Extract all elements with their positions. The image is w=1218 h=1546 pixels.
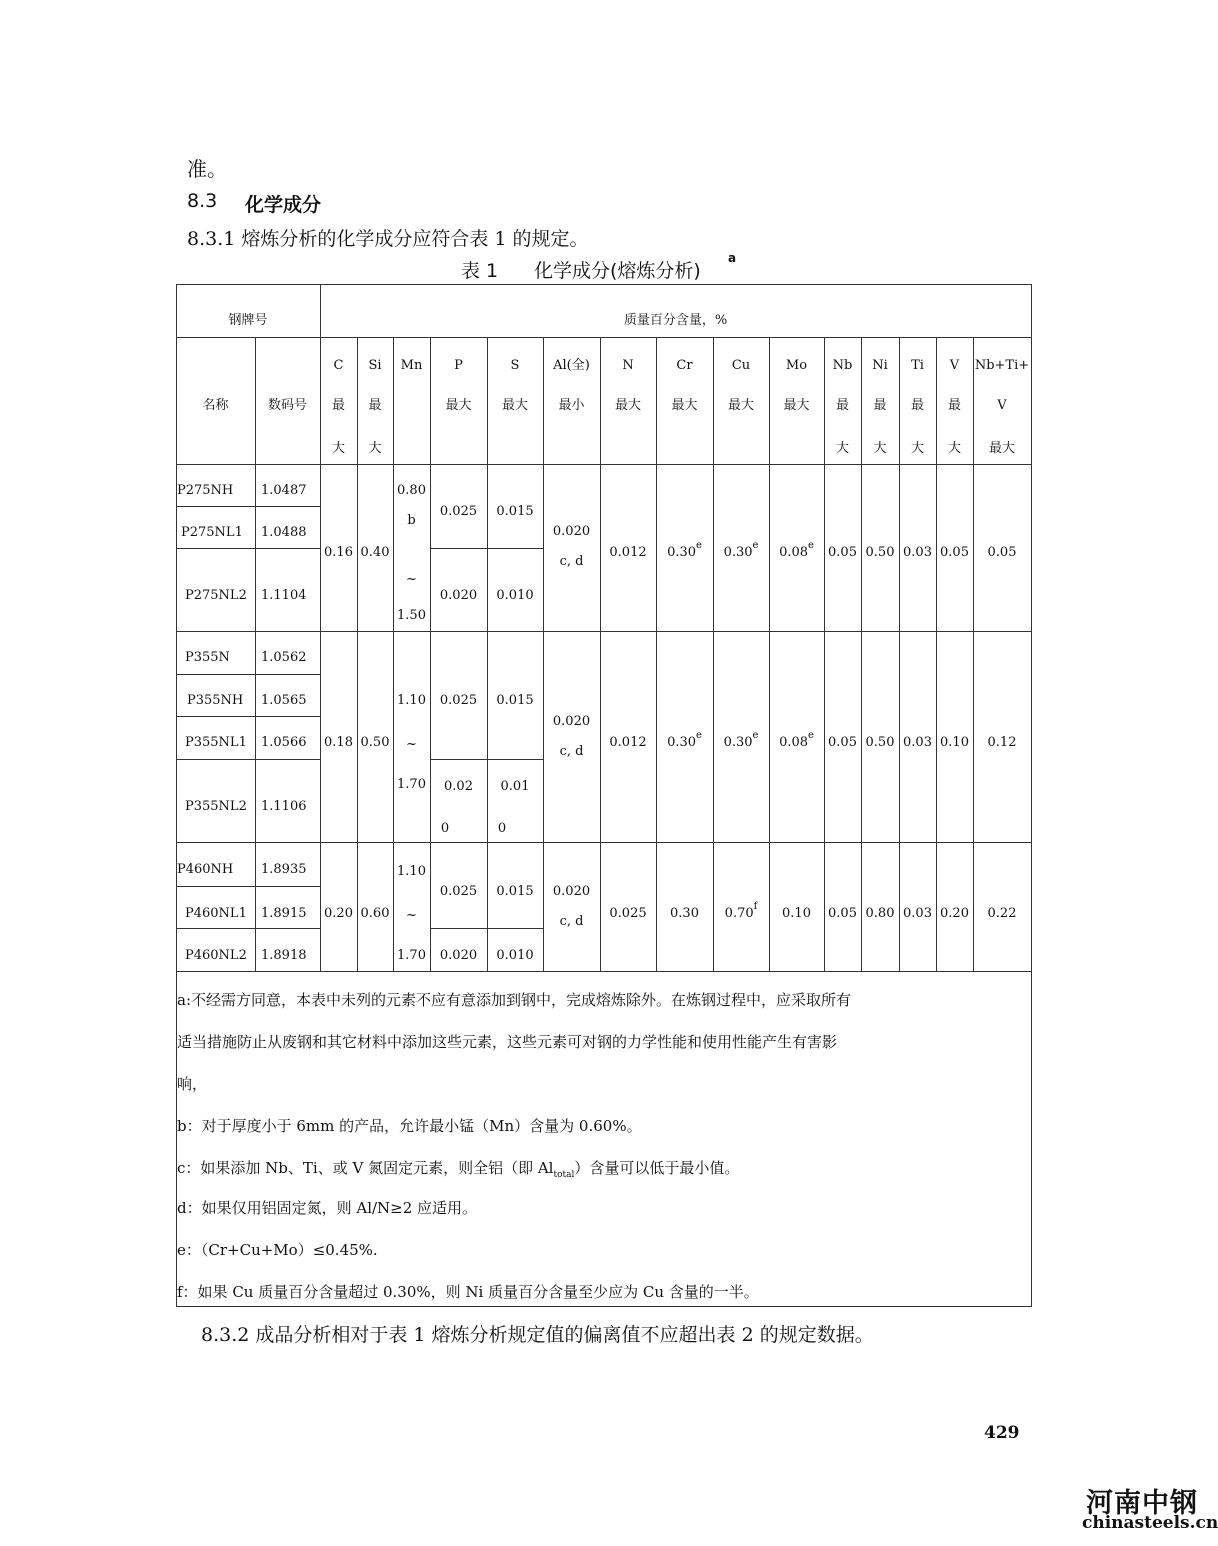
table-rule xyxy=(1031,284,1032,1307)
table-rule xyxy=(176,928,321,929)
note-e: e：（Cr+Cu+Mo）≤0.45%. xyxy=(177,1241,378,1259)
element-header: Si xyxy=(368,358,382,373)
grade-code: 1.1104 xyxy=(261,588,307,603)
table-rule xyxy=(320,284,321,971)
value-mo-number: 0.08 xyxy=(779,735,809,750)
value-mn-tilde: ~ xyxy=(406,737,417,752)
paragraph-8-3-1: 8.3.1 熔炼分析的化学成分应符合表 1 的规定。 xyxy=(187,228,589,250)
value-nb: 0.05 xyxy=(828,735,857,750)
value-mn-max: 1.70 xyxy=(397,948,426,963)
element-header-limit: 最大 xyxy=(671,398,698,413)
section-number: 8.3 xyxy=(187,190,218,212)
header-name: 名称 xyxy=(202,398,229,413)
value-cr xyxy=(656,730,713,754)
table-rule xyxy=(176,284,177,1307)
value-mo xyxy=(769,540,824,564)
note-d: d：如果仅用铝固定氮，则 Al/N≥2 应适用。 xyxy=(177,1199,478,1217)
grade-name: P355NL1 xyxy=(185,735,247,750)
grade-name: P355NH xyxy=(187,693,244,708)
value-si: 0.60 xyxy=(360,906,390,921)
grade-name: P355N xyxy=(185,650,230,665)
value-cu-number: 0.30 xyxy=(723,735,753,750)
element-header-limit: 大 xyxy=(947,441,961,456)
value-ni: 0.50 xyxy=(865,545,895,560)
value-nb: 0.05 xyxy=(828,906,857,921)
value-cr-number: 0.30 xyxy=(667,735,697,750)
value-nbtiv: 0.12 xyxy=(987,735,1017,750)
table-rule xyxy=(543,337,544,971)
value-v: 0.10 xyxy=(940,735,969,750)
value-n: 0.012 xyxy=(609,735,647,750)
element-header-limit: 最大 xyxy=(988,441,1015,456)
grade-code: 1.0566 xyxy=(261,735,307,750)
value-s: 0.010 xyxy=(496,948,534,963)
element-header-limit: 大 xyxy=(368,441,382,456)
table-rule xyxy=(176,971,1032,972)
value-mn-tilde: ~ xyxy=(406,572,417,587)
value-ni: 0.80 xyxy=(865,906,895,921)
value-ti: 0.03 xyxy=(903,906,932,921)
value-mn-max: 1.70 xyxy=(397,777,426,792)
value-mo-sup: e xyxy=(808,730,814,741)
table-rule xyxy=(487,337,488,971)
value-n: 0.012 xyxy=(609,545,647,560)
value-s: 0.010 xyxy=(496,588,534,603)
value-c: 0.18 xyxy=(324,735,353,750)
table-rule xyxy=(176,464,1032,465)
element-header-limit: 最小 xyxy=(558,398,585,413)
value-s: 0.015 xyxy=(496,693,534,708)
value-mo-sup: e xyxy=(808,540,814,551)
value-si: 0.50 xyxy=(360,735,390,750)
element-header-limit: 大 xyxy=(835,441,849,456)
watermark-logo-text: 河南中钢 xyxy=(1086,1488,1198,1519)
table-rule xyxy=(176,716,321,717)
header-code: 数码号 xyxy=(267,398,307,413)
value-mo: 0.10 xyxy=(782,906,811,921)
grade-name: P275NH xyxy=(177,483,234,498)
value-p-part: 0 xyxy=(440,821,450,836)
value-cr-sup: e xyxy=(696,540,702,551)
table-rule xyxy=(176,886,321,887)
table-caption-title: 化学成分(熔炼分析) xyxy=(534,260,701,282)
element-header: C xyxy=(333,358,344,373)
element-header-limit: 最 xyxy=(835,398,849,413)
note-c-text-end: ）含量可以低于最小值。 xyxy=(574,1159,740,1177)
note-c xyxy=(177,1157,739,1180)
section-title: 化学成分 xyxy=(245,194,322,216)
chemical-composition-table xyxy=(176,284,1032,1307)
value-al: 0.020 xyxy=(552,884,591,899)
table-rule xyxy=(430,337,431,971)
table-rule xyxy=(713,337,714,971)
table-rule xyxy=(600,337,601,971)
grade-code: 1.0487 xyxy=(261,483,307,498)
table-rule xyxy=(861,337,862,971)
value-mo xyxy=(769,730,824,754)
value-p-part: 0.02 xyxy=(444,779,473,794)
element-header: Nb xyxy=(832,358,853,373)
value-cu xyxy=(713,730,769,754)
table-rule xyxy=(824,337,825,971)
value-p: 0.020 xyxy=(439,948,478,963)
note-c-subscript: total xyxy=(553,1170,575,1180)
grade-code: 1.0562 xyxy=(261,650,307,665)
element-header: Cr xyxy=(676,358,693,373)
element-header-limit: 大 xyxy=(331,441,345,456)
table-rule xyxy=(973,337,974,971)
table-caption-superscript: a xyxy=(728,251,737,265)
grade-name: P275NL2 xyxy=(185,588,247,603)
value-cu-number: 0.30 xyxy=(723,545,753,560)
value-cu xyxy=(713,901,769,925)
table-rule xyxy=(176,674,321,675)
value-mo-number: 0.08 xyxy=(779,545,809,560)
element-header: V xyxy=(949,358,960,373)
value-al-note: c, d xyxy=(559,744,584,759)
note-f: f：如果 Cu 质量百分含量超过 0.30%，则 Ni 质量百分含量至少应为 Cu 含量的一半。 xyxy=(177,1283,759,1301)
element-header: Nb+Ti+ xyxy=(974,358,1030,373)
element-header: S xyxy=(510,358,520,373)
element-header: Mn xyxy=(400,358,423,373)
element-header-limit: V xyxy=(997,398,1007,413)
value-al-note: c, d xyxy=(559,554,584,569)
grade-name: P460NH xyxy=(177,862,234,877)
grade-name: P460NL2 xyxy=(185,948,247,963)
table-rule xyxy=(176,548,321,549)
table-rule xyxy=(176,506,321,507)
value-c: 0.20 xyxy=(324,906,353,921)
element-header-limit: 最 xyxy=(910,398,924,413)
element-header: Al(全) xyxy=(553,358,590,373)
value-n: 0.025 xyxy=(609,906,647,921)
element-header-limit: 最 xyxy=(947,398,961,413)
table-rule xyxy=(176,284,1032,285)
value-al: 0.020 xyxy=(552,714,591,729)
value-cr xyxy=(656,540,713,564)
paragraph-8-3-2: 8.3.2 成品分析相对于表 1 熔炼分析规定值的偏离值不应超出表 2 的规定数据。 xyxy=(201,1324,874,1346)
value-si: 0.40 xyxy=(360,545,390,560)
value-p: 0.025 xyxy=(439,504,478,519)
value-mn-min: 0.80 xyxy=(397,483,426,498)
table-rule xyxy=(176,631,1032,632)
grade-code: 1.8915 xyxy=(261,906,307,921)
value-p: 0.025 xyxy=(439,693,478,708)
element-header-limit: 最大 xyxy=(501,398,528,413)
value-mn-tilde: ~ xyxy=(406,908,417,923)
element-header-limit: 最大 xyxy=(445,398,472,413)
value-s: 0.015 xyxy=(496,504,534,519)
note-c-text: c：如果添加 Nb、Ti、或 V 氮固定元素，则全铝（即 Al xyxy=(177,1159,554,1177)
element-header-limit: 大 xyxy=(873,441,887,456)
value-mn-min: 1.10 xyxy=(397,864,426,879)
table-rule xyxy=(656,337,657,971)
value-v: 0.20 xyxy=(940,906,969,921)
value-s-part: 0 xyxy=(497,821,507,836)
grade-code: 1.0565 xyxy=(261,693,307,708)
table-rule xyxy=(176,1306,1032,1307)
value-cu-sup: f xyxy=(753,901,758,912)
grade-name: P275NL1 xyxy=(181,525,243,540)
element-header: N xyxy=(622,358,634,373)
element-header-limit: 大 xyxy=(910,441,924,456)
value-al-note: c, d xyxy=(559,914,584,929)
value-mn-max: 1.50 xyxy=(397,608,426,623)
table-caption-number: 表 1 xyxy=(461,260,499,282)
continuation-text: 准。 xyxy=(187,157,227,181)
value-mn-min: 1.10 xyxy=(397,693,426,708)
page-number: 429 xyxy=(984,1423,1020,1443)
value-s: 0.015 xyxy=(496,884,534,899)
element-header-limit: 最大 xyxy=(727,398,754,413)
value-ni: 0.50 xyxy=(865,735,895,750)
value-cr-sup: e xyxy=(696,730,702,741)
value-s-part: 0.01 xyxy=(500,779,530,794)
value-nbtiv: 0.22 xyxy=(987,906,1017,921)
note-b: b：对于厚度小于 6mm 的产品，允许最小锰（Mn）含量为 0.60%。 xyxy=(177,1117,642,1135)
note-a-line2: 适当措施防止从废钢和其它材料中添加这些元素，这些元素可对钢的力学性能和使用性能产生有害影 xyxy=(177,1033,838,1051)
header-mass-percent: 质量百分含量，% xyxy=(623,313,728,328)
value-cr: 0.30 xyxy=(670,906,699,921)
value-nbtiv: 0.05 xyxy=(987,545,1017,560)
value-p: 0.025 xyxy=(439,884,478,899)
grade-code: 1.8918 xyxy=(261,948,307,963)
element-header-limit: 最 xyxy=(368,398,382,413)
grade-name: P460NL1 xyxy=(185,906,247,921)
value-mn-note: b xyxy=(407,513,416,528)
value-cr-number: 0.30 xyxy=(667,545,697,560)
table-rule xyxy=(255,337,256,971)
table-rule xyxy=(176,337,1032,338)
table-rule xyxy=(176,759,321,760)
element-header: Ni xyxy=(872,358,888,373)
table-rule xyxy=(936,337,937,971)
value-al: 0.020 xyxy=(552,524,591,539)
element-header-limit: 最大 xyxy=(783,398,810,413)
value-nb: 0.05 xyxy=(828,545,857,560)
header-grade: 钢牌号 xyxy=(228,313,268,328)
value-cu xyxy=(713,540,769,564)
element-header: Ti xyxy=(911,358,924,373)
grade-code: 1.1106 xyxy=(261,799,307,814)
value-cu-sup: e xyxy=(752,730,759,741)
element-header-limit: 最大 xyxy=(614,398,641,413)
element-header: Mo xyxy=(785,358,808,373)
value-c: 0.16 xyxy=(324,545,353,560)
value-cu-number: 0.70 xyxy=(724,906,754,921)
watermark-url: chinasteels.cn xyxy=(1082,1513,1218,1533)
note-a-line3: 响， xyxy=(177,1075,208,1093)
grade-code: 1.0488 xyxy=(261,525,307,540)
element-header: Cu xyxy=(731,358,751,373)
value-p: 0.020 xyxy=(439,588,478,603)
grade-name: P355NL2 xyxy=(185,799,247,814)
element-header-limit: 最 xyxy=(873,398,887,413)
value-ti: 0.03 xyxy=(903,735,932,750)
note-a-line1: a:不经需方同意，本表中未列的元素不应有意添加到钢中，完成熔炼除外。在炼钢过程中，应采取所有 xyxy=(177,991,852,1009)
table-rule xyxy=(769,337,770,971)
table-rule xyxy=(899,337,900,971)
element-header-limit: 最 xyxy=(331,398,345,413)
value-ti: 0.03 xyxy=(903,545,932,560)
element-header: P xyxy=(454,358,463,373)
table-rule xyxy=(357,337,358,971)
value-v: 0.05 xyxy=(940,545,969,560)
grade-code: 1.8935 xyxy=(261,862,307,877)
value-cu-sup: e xyxy=(752,540,759,551)
table-rule xyxy=(176,842,1032,843)
